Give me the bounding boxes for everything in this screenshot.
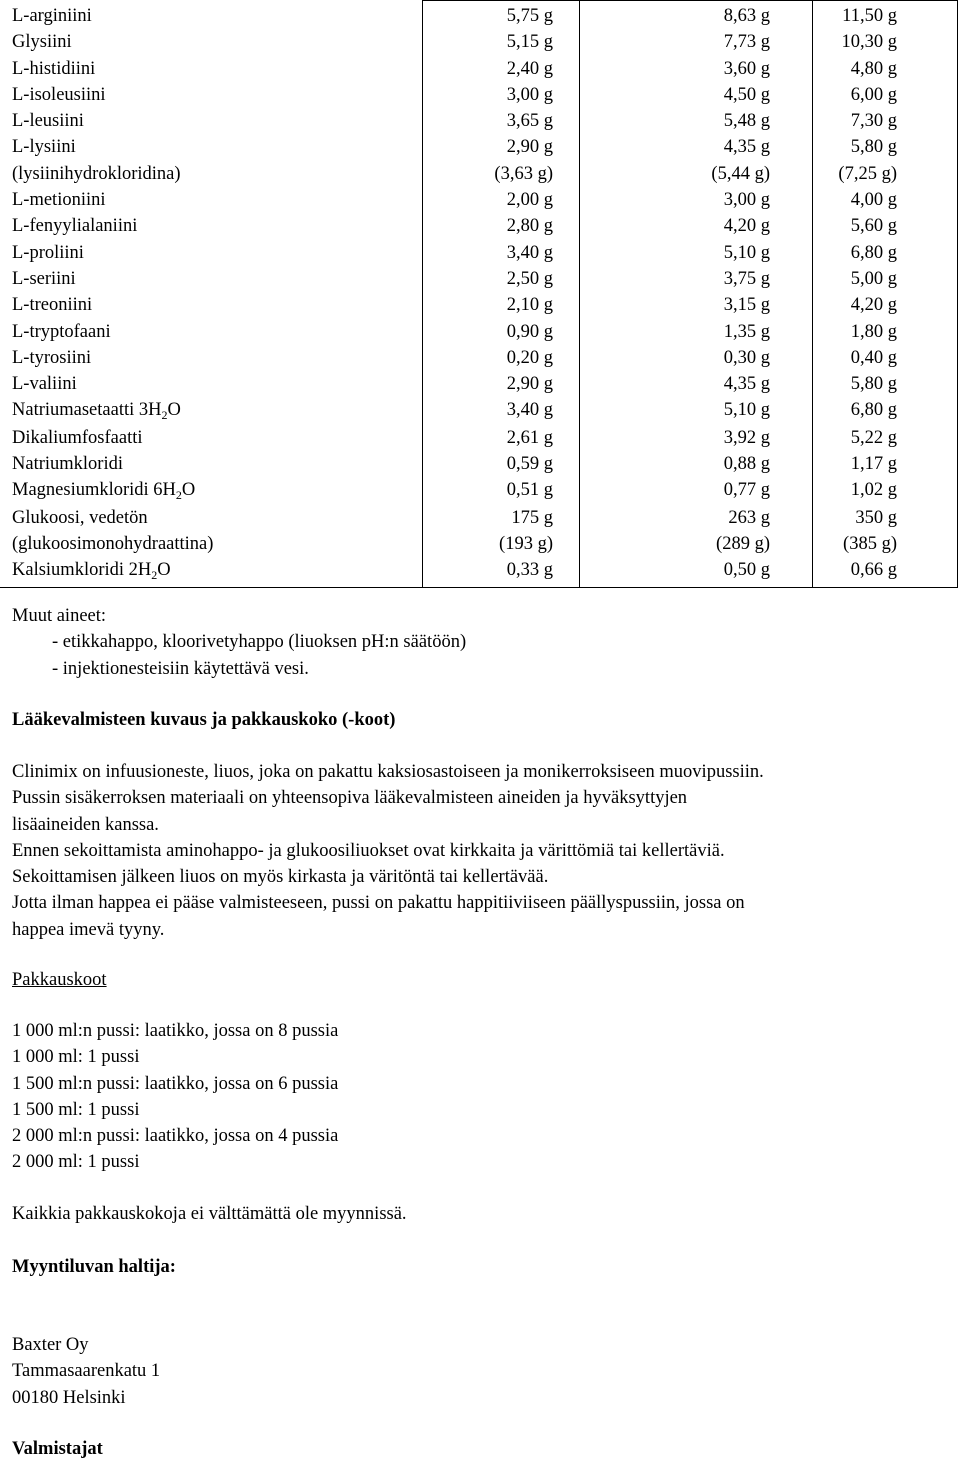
amount-cell-v2: 0,50 g — [580, 557, 813, 587]
composition-row — [0, 397, 958, 424]
amount-cell-v1: 2,50 g — [423, 266, 580, 292]
ingredient-name: L-metioniini — [12, 190, 106, 211]
package-item: 1 500 ml:n pussi: laatikko, jossa on 6 pussia — [12, 1073, 339, 1094]
composition-row — [0, 371, 958, 397]
ingredient-name: L-lysiini — [12, 137, 76, 158]
composition-row — [0, 240, 958, 266]
composition-row — [0, 82, 958, 108]
amount-cell-v3: 10,30 g — [813, 29, 958, 55]
amount-cell-v2: (5,44 g) — [580, 161, 813, 187]
amount-cell-v3: 350 g — [813, 505, 958, 531]
ingredient-name: L-leusiini — [12, 111, 84, 132]
amount-cell-v2: 5,10 g — [580, 397, 813, 424]
packages-heading: Pakkauskoot — [12, 970, 107, 990]
ingredient-name — [0, 557, 423, 587]
package-item: 1 000 ml: 1 pussi — [12, 1047, 140, 1068]
ingredient-name: L-tyrosiini — [12, 347, 92, 368]
description-line: Sekoittamisen jälkeen liuos on myös kirkasta ja väritöntä tai kellertävää. — [12, 867, 549, 888]
ingredient-name: L-isoleusiini — [12, 84, 106, 105]
ingredient-name: L-proliini — [12, 242, 84, 263]
amount-cell-v1: 2,10 g — [423, 292, 580, 318]
amount-cell-v2: 0,77 g — [580, 477, 813, 504]
amount-cell-v3: 0,66 g — [813, 557, 958, 587]
ingredient-name: L-treoniini — [12, 295, 93, 316]
composition-row — [0, 134, 958, 160]
excipient-item: - etikkahappo, kloorivetyhappo (liuoksen pH:n säätöön) — [52, 632, 467, 653]
ingredient-name: L-valiini — [12, 374, 77, 395]
amount-cell-v2: 0,30 g — [580, 345, 813, 371]
ingredient-name-suffix: O — [167, 400, 181, 421]
composition-row — [0, 451, 958, 477]
description-body — [12, 759, 942, 943]
amount-cell-v3: 6,80 g — [813, 240, 958, 266]
ingredient-name-text: Natriumasetaatti 3H — [12, 400, 162, 421]
composition-row — [0, 187, 958, 213]
holder-heading: Myyntiluvan haltija: — [12, 1257, 176, 1277]
excipient-item: - injektionesteisiin käytettävä vesi. — [52, 658, 309, 679]
amount-cell-v3: 5,60 g — [813, 213, 958, 239]
amount-cell-v1: 3,40 g — [423, 397, 580, 424]
composition-row — [0, 108, 958, 134]
amount-cell-v2: 4,35 g — [580, 371, 813, 397]
amount-cell-v1: 2,90 g — [423, 371, 580, 397]
amount-cell-v3: 5,80 g — [813, 371, 958, 397]
composition-row — [0, 505, 958, 531]
ingredient-subscript: 2 — [175, 488, 182, 503]
amount-cell-v2: (289 g) — [580, 531, 813, 557]
amount-cell-v1: 5,75 g — [423, 1, 580, 30]
amount-cell-v3: 5,22 g — [813, 425, 958, 451]
ingredient-name-text: Magnesiumkloridi 6H — [12, 480, 176, 501]
amount-cell-v2: 4,20 g — [580, 213, 813, 239]
description-heading: Lääkevalmisteen kuvaus ja pakkauskoko (-koot) — [12, 710, 396, 730]
amount-cell-v3: 5,00 g — [813, 266, 958, 292]
amount-cell-v1: (3,63 g) — [423, 161, 580, 187]
holder-line: Baxter Oy — [12, 1335, 89, 1355]
package-item: 1 500 ml: 1 pussi — [12, 1099, 140, 1120]
amount-cell-v2: 7,73 g — [580, 29, 813, 55]
composition-row — [0, 531, 958, 557]
amount-cell-v3: 6,80 g — [813, 397, 958, 424]
amount-cell-v1: 175 g — [423, 505, 580, 531]
excipients-section — [12, 603, 942, 682]
ingredient-name: L-tryptofaani — [12, 321, 111, 342]
amount-cell-v3: 4,00 g — [813, 187, 958, 213]
holder-section — [12, 1254, 942, 1280]
description-line: happea imevä tyyny. — [12, 919, 165, 940]
ingredient-name: L-histidiini — [12, 58, 96, 79]
description-line: Clinimix on infuusioneste, liuos, joka on pakattu kaksiosastoiseen ja monikerroksiseen muovipussiin. — [12, 762, 764, 782]
amount-cell-v3: 11,50 g — [813, 1, 958, 30]
manufacturer-heading: Valmistajat — [12, 1439, 103, 1459]
ingredient-name: Glukoosi, vedetön — [12, 507, 148, 528]
composition-row — [0, 425, 958, 451]
composition-row — [0, 29, 958, 55]
ingredient-name — [0, 397, 423, 424]
holder-line: 00180 Helsinki — [12, 1387, 126, 1408]
amount-cell-v3: 1,02 g — [813, 477, 958, 504]
composition-row — [0, 477, 958, 504]
composition-table — [0, 0, 958, 588]
amount-cell-v3: 0,40 g — [813, 345, 958, 371]
ingredient-name: L-arginiini — [12, 5, 92, 26]
amount-cell-v3: 4,80 g — [813, 56, 958, 82]
amount-cell-v2: 1,35 g — [580, 319, 813, 345]
amount-cell-v1: 2,80 g — [423, 213, 580, 239]
amount-cell-v2: 4,50 g — [580, 82, 813, 108]
amount-cell-v3: (7,25 g) — [813, 161, 958, 187]
amount-cell-v3: 4,20 g — [813, 292, 958, 318]
amount-cell-v1: 2,61 g — [423, 425, 580, 451]
ingredient-name-suffix: O — [181, 480, 196, 501]
ingredient-name: L-fenyylialaniini — [12, 216, 138, 237]
ingredient-name: (lysiinihydrokloridina) — [12, 163, 181, 184]
composition-row — [0, 1, 958, 30]
composition-row — [0, 161, 958, 187]
ingredient-name: L-seriini — [12, 268, 76, 289]
amount-cell-v3: (385 g) — [813, 531, 958, 557]
composition-row — [0, 56, 958, 82]
packages-note-block — [12, 1201, 942, 1227]
ingredient-subscript: 2 — [151, 568, 158, 583]
package-item: 2 000 ml:n pussi: laatikko, jossa on 4 pussia — [12, 1126, 339, 1147]
package-item: 1 000 ml:n pussi: laatikko, jossa on 8 pussia — [12, 1021, 339, 1041]
excipients-heading: Muut aineet: — [12, 606, 107, 626]
amount-cell-v3: 7,30 g — [813, 108, 958, 134]
amount-cell-v2: 3,92 g — [580, 425, 813, 451]
amount-cell-v3: 6,00 g — [813, 82, 958, 108]
amount-cell-v1: 0,90 g — [423, 319, 580, 345]
composition-row — [0, 319, 958, 345]
description-line: lisäaineiden kanssa. — [12, 814, 159, 835]
amount-cell-v1: 2,90 g — [423, 134, 580, 160]
amount-cell-v3: 5,80 g — [813, 134, 958, 160]
amount-cell-v2: 263 g — [580, 505, 813, 531]
description-line: Ennen sekoittamista aminohappo- ja glukoosiliuokset ovat kirkkaita ja värittömiä tai kellertäviä. — [12, 840, 725, 861]
ingredient-name: Glysiini — [12, 32, 72, 53]
amount-cell-v2: 8,63 g — [580, 1, 813, 30]
composition-row — [0, 345, 958, 371]
description-section — [12, 707, 942, 733]
amount-cell-v3: 1,17 g — [813, 451, 958, 477]
amount-cell-v1: (193 g) — [423, 531, 580, 557]
amount-cell-v2: 3,15 g — [580, 292, 813, 318]
composition-row — [0, 266, 958, 292]
description-line: Jotta ilman happea ei pääse valmisteeseen, pussi on pakattu happitiiviiseen päällyspussiin, jossa on — [12, 893, 745, 914]
amount-cell-v1: 3,00 g — [423, 82, 580, 108]
ingredient-name — [0, 477, 423, 504]
composition-row — [0, 557, 958, 587]
packages-list — [12, 1018, 942, 1176]
amount-cell-v2: 3,00 g — [580, 187, 813, 213]
description-line: Pussin sisäkerroksen materiaali on yhteensopiva lääkevalmisteen aineiden ja hyväksyttyjen — [12, 788, 688, 809]
amount-cell-v1: 0,51 g — [423, 477, 580, 504]
amount-cell-v1: 2,00 g — [423, 187, 580, 213]
ingredient-subscript: 2 — [161, 408, 168, 423]
amount-cell-v2: 5,48 g — [580, 108, 813, 134]
holder-line: Tammasaarenkatu 1 — [12, 1361, 161, 1382]
amount-cell-v2: 3,75 g — [580, 266, 813, 292]
composition-row — [0, 292, 958, 318]
ingredient-name-suffix: O — [157, 560, 171, 581]
amount-cell-v1: 0,59 g — [423, 451, 580, 477]
ingredient-name: Natriumkloridi — [12, 454, 123, 475]
package-item: 2 000 ml: 1 pussi — [12, 1152, 140, 1173]
ingredient-name: Dikaliumfosfaatti — [12, 427, 143, 448]
amount-cell-v1: 3,65 g — [423, 108, 580, 134]
composition-row — [0, 213, 958, 239]
packages-section — [12, 967, 942, 993]
manufacturer-section — [12, 1436, 942, 1462]
ingredient-name-text: Kalsiumkloridi 2H — [12, 560, 152, 581]
amount-cell-v1: 2,40 g — [423, 56, 580, 82]
ingredient-name: (glukoosimonohydraattina) — [12, 533, 214, 554]
amount-cell-v2: 4,35 g — [580, 134, 813, 160]
amount-cell-v2: 0,88 g — [580, 451, 813, 477]
amount-cell-v2: 3,60 g — [580, 56, 813, 82]
holder-address — [12, 1332, 942, 1411]
packages-note: Kaikkia pakkauskokoja ei välttämättä ole myynnissä. — [12, 1204, 407, 1224]
amount-cell-v1: 5,15 g — [423, 29, 580, 55]
amount-cell-v2: 5,10 g — [580, 240, 813, 266]
amount-cell-v3: 1,80 g — [813, 319, 958, 345]
amount-cell-v1: 3,40 g — [423, 240, 580, 266]
amount-cell-v1: 0,33 g — [423, 557, 580, 587]
amount-cell-v1: 0,20 g — [423, 345, 580, 371]
